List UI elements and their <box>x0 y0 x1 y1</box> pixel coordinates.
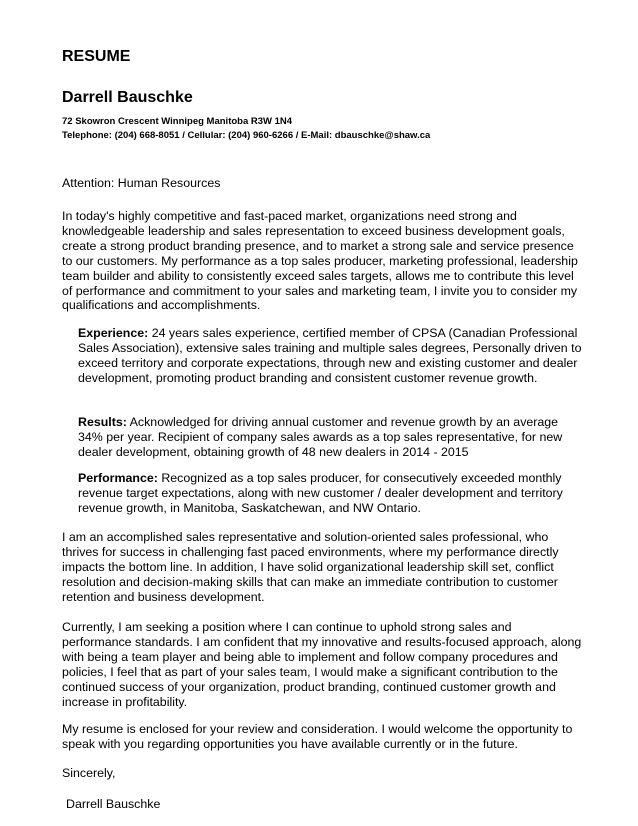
closing-salutation: Sincerely, <box>62 766 116 780</box>
performance-highlight <box>78 471 582 516</box>
performance-label: Performance: <box>78 471 158 485</box>
results-highlight <box>78 415 582 460</box>
seeking-paragraph: Currently, I am seeking a position where I can continue to uphold strong sales and performance standards. I am confident that my innovative and results-focused approach, along with being a team player and being able to implement and follow company procedures and policies, I feel that as part of your sales team, I would make a significant contribution to the continued success of your organization, product branding, continued customer growth and increase in profitability. <box>62 620 582 709</box>
results-text: Acknowledged for driving annual customer and revenue growth by an average 34% per year. Recipient of company sales awards as a top sales representative, for new dealer development, obtaining growth of 48 new dealers in 2014 - 2015 <box>78 415 563 459</box>
results-label: Results: <box>78 415 127 429</box>
experience-highlight <box>78 326 582 386</box>
address-line: 72 Skowron Crescent Winnipeg Manitoba R3W 1N4 <box>62 116 293 127</box>
accomplishment-paragraph: I am an accomplished sales representative and solution-oriented sales professional, who thrives for success in challenging fast paced environments, where my performance directly impacts the bottom line. In addition, I have solid organizational leadership skill set, conflict resolution and decision-making skills that can make an immediate contribution to customer retention and business development. <box>62 530 559 604</box>
enclosure-paragraph: My resume is enclosed for your review and consideration. I would welcome the opportunity to speak with you regarding opportunities you have available currently or in the future. <box>62 722 573 751</box>
intro-paragraph: In today's highly competitive and fast-paced market, organizations need strong and knowledgeable leadership and sales representation to exceed business development goals, create a strong product branding presence, and to market a strong sale and service presence to our customers. My performance as a top sales producer, marketing professional, leadership team builder and ability to consistently exceed sales targets, allows me to contribute this level of performance and commitment to your sales and marketing team, I invite you to consider my qualifications and accomplishments. <box>62 209 578 313</box>
experience-text: 24 years sales experience, certified member of CPSA (Canadian Professional Sales Association), extensive sales training and multiple sales degrees, Personally driven to exceed territory and corporate expectations, through new and existing customer and dealer development, promoting product branding and consistent customer revenue growth. <box>78 326 582 385</box>
document-title: RESUME <box>62 48 131 65</box>
attention-line: Attention: Human Resources <box>62 176 221 190</box>
experience-label: Experience: <box>78 326 149 340</box>
applicant-name: Darrell Bauschke <box>62 89 193 106</box>
contact-line: Telephone: (204) 668-8051 / Cellular: (204) 960-6266 / E-Mail: dbauschke@shaw.ca <box>62 130 431 141</box>
signature-name: Darrell Bauschke <box>66 797 161 811</box>
performance-text: Recognized as a top sales producer, for consecutively exceeded monthly revenue target expectations, along with new customer / dealer development and territory revenue growth, in Manitoba, Saskatchewan, and NW Ontario. <box>78 471 563 515</box>
